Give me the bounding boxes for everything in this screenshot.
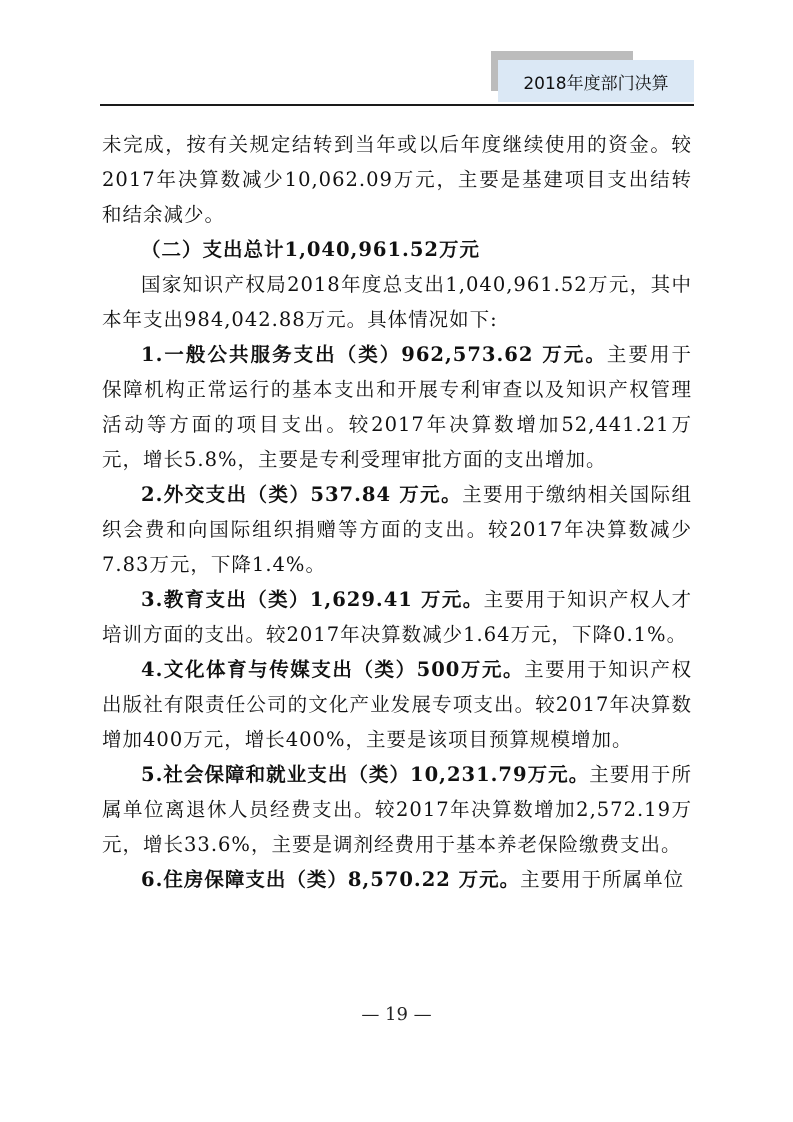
- paragraph-housing: [102, 862, 692, 897]
- paragraph-lead: 1.一般公共服务支出（类）962,573.62 万元。: [141, 343, 607, 366]
- paragraph-1: [102, 127, 692, 232]
- paragraph-text: 主要用于所属单位离退休人员经费支出。较2017年决算数增加2,572.19万元，增长33.6%，主要是调剂经费用于基本养老保险缴费支出。: [102, 763, 692, 856]
- paragraph-lead: 3.教育支出（类）1,629.41 万元。: [141, 588, 484, 611]
- header-tab-label: 2018年度部门决算: [523, 73, 669, 94]
- header-tab: [498, 60, 694, 102]
- paragraph-lead: 5.社会保障和就业支出（类）10,231.79万元。: [141, 763, 590, 786]
- paragraph-lead: 4.文化体育与传媒支出（类）500万元。: [141, 658, 525, 681]
- paragraph-text: 主要用于缴纳相关国际组织会费和向国际组织捐赠等方面的支出。较2017年决算数减少7.83万元，下降1.4%。: [102, 483, 692, 576]
- paragraph-lead: 2.外交支出（类）537.84 万元。: [141, 483, 463, 506]
- paragraph-culture-media: [102, 652, 692, 757]
- paragraph-foreign-affairs: [102, 477, 692, 582]
- paragraph-text: 未完成，按有关规定结转到当年或以后年度继续使用的资金。较2017年决算数减少10,062.09万元，主要是基建项目支出结转和结余减少。: [102, 133, 692, 226]
- paragraph-lead: （二）支出总计1,040,961.52万元: [141, 238, 480, 261]
- paragraph-text: 主要用于所属单位: [520, 868, 685, 891]
- paragraph-lead: 6.住房保障支出（类）8,570.22 万元。: [141, 868, 521, 891]
- paragraph-text: 主要用于保障机构正常运行的基本支出和开展专利审查以及知识产权管理活动等方面的项目支出。较2017年决算数增加52,441.21万元，增长5.8%，主要是专利受理审批方面的支出增加。: [102, 343, 692, 471]
- paragraph-3: [102, 267, 692, 337]
- paragraph-social-security: [102, 757, 692, 862]
- paragraph-text: 主要用于知识产权出版社有限责任公司的文化产业发展专项支出。较2017年决算数增加400万元，增长400%，主要是该项目预算规模增加。: [102, 658, 692, 751]
- page-number: — 19 —: [361, 1004, 432, 1025]
- paragraph-general-public-services: [102, 337, 692, 477]
- paragraph-text: 主要用于知识产权人才培训方面的支出。较2017年决算数减少1.64万元，下降0.1%。: [102, 588, 692, 646]
- section-heading-expenditure-total: [102, 232, 692, 267]
- paragraph-education: [102, 582, 692, 652]
- paragraph-text: 国家知识产权局2018年度总支出1,040,961.52万元，其中本年支出984,042.88万元。具体情况如下:: [102, 273, 692, 331]
- document-body: [102, 127, 692, 897]
- header-rule: [100, 104, 694, 106]
